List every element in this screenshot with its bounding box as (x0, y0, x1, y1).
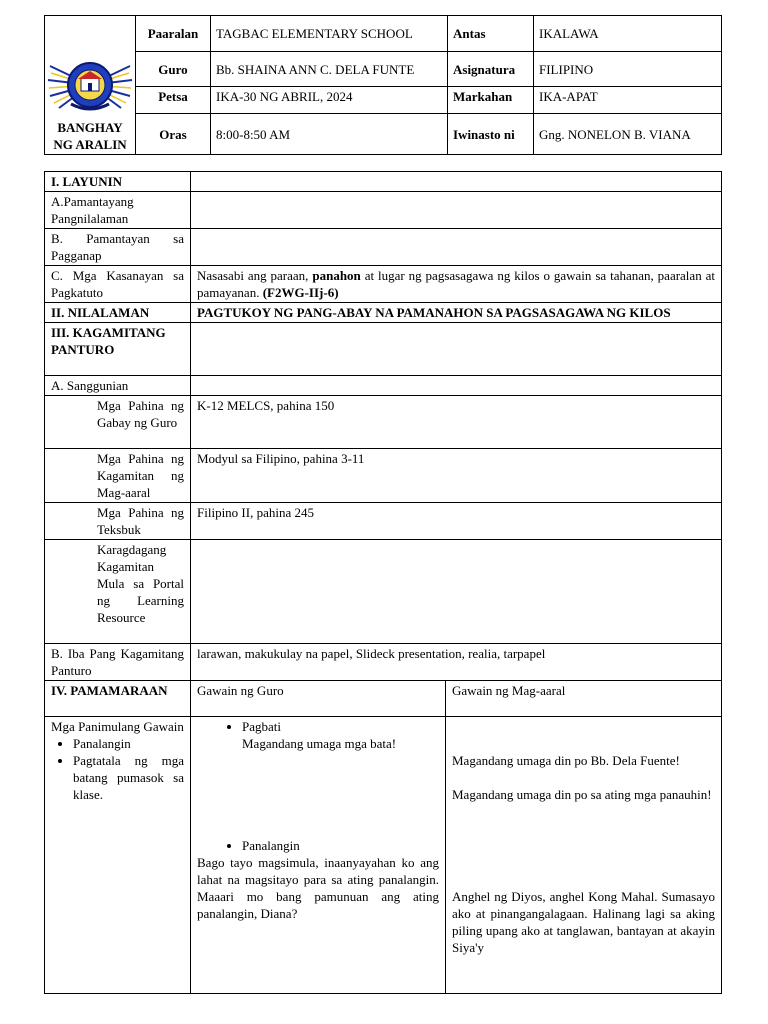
table-row (45, 644, 722, 681)
panimulang-gawain-cell (45, 717, 191, 994)
layunin-heading: I. LAYUNIN (45, 172, 191, 192)
gawain-guro-header: Gawain ng Guro (191, 681, 446, 717)
markahan-value: IKA-APAT (534, 87, 722, 114)
table-row (45, 229, 722, 266)
markahan-label: Markahan (448, 87, 534, 114)
pamantayang-pangnilalaman-label: A.Pamantayang Pangnilalaman (45, 192, 191, 229)
table-row (45, 396, 722, 449)
kagamitan-magaaral-value: Modyul sa Filipino, pahina 3-11 (191, 449, 722, 503)
table-row (45, 717, 722, 994)
kagamitan-magaaral-label: Mga Pahina ng Kagamitan ng Mag-aaral (45, 449, 191, 503)
table-row (45, 376, 722, 396)
magaaral-prayer: Anghel ng Diyos, anghel Kong Mahal. Sumasayo ako at pinangangalagaan. Halinang lagi sa aking piling upang ako at tanglawan, bantayan at akayin Siya'y (452, 889, 715, 955)
table-row (45, 192, 722, 229)
iwinasto-label: Iwinasto ni (448, 114, 534, 155)
oras-value: 8:00-8:50 AM (211, 114, 448, 155)
asignatura-label: Asignatura (448, 52, 534, 87)
antas-label: Antas (448, 16, 534, 52)
guro-bullet-panalangin: • Panalangin (242, 837, 439, 854)
list-item: • Pagtatala ng mga batang pumasok sa klase. (73, 752, 184, 803)
magaaral-reply-2: Magandang umaga din po sa ating mga panauhin! (452, 787, 712, 802)
table-row (45, 266, 722, 303)
iba-pang-kagamitan-label: B. Iba Pang Kagamitang Panturo (45, 644, 191, 681)
nilalaman-value: PAGTUKOY NG PANG-ABAY NA PAMANAHON SA PAGSASAGAWA NG KILOS (191, 303, 722, 323)
lesson-plan-table (44, 171, 722, 994)
karagdagang-kagamitan-label: Karagdagang Kagamitan Mula sa Portal ng Learning Resource (45, 540, 191, 644)
guro-value: Bb. SHAINA ANN C. DELA FUNTE (211, 52, 448, 87)
iwinasto-value: Gng. NONELON B. VIANA (534, 114, 722, 155)
panimulang-gawain-list (51, 735, 184, 803)
paaralan-label: Paaralan (136, 16, 211, 52)
header-table (44, 15, 722, 155)
gawain-magaaral-cell (446, 717, 722, 994)
gabay-label: Mga Pahina ng Gabay ng Guro (45, 396, 191, 449)
table-row (45, 681, 722, 717)
table-row (45, 172, 722, 192)
kagamitan-heading: III. KAGAMITANG PANTURO (45, 323, 191, 376)
asignatura-value: FILIPINO (534, 52, 722, 87)
teksbuk-label: Mga Pahina ng Teksbuk (45, 503, 191, 540)
guro-greeting: Magandang umaga mga bata! (242, 736, 397, 751)
logo-title-cell (45, 16, 136, 155)
antas-value: IKALAWA (534, 16, 722, 52)
magaaral-reply-1: Magandang umaga din po Bb. Dela Fuente! (452, 753, 680, 768)
guro-prayer-text: Bago tayo magsimula, inaanyayahan ko ang lahat na magsitayo para sa ating panalangin. Maaari mo bang pamunuan ang ating panalangin, Diana? (197, 855, 439, 921)
table-row (45, 540, 722, 644)
teksbuk-value: Filipino II, pahina 245 (191, 503, 722, 540)
table-row (45, 303, 722, 323)
oras-label: Oras (136, 114, 211, 155)
gabay-value: K-12 MELCS, pahina 150 (191, 396, 722, 449)
table-row (45, 449, 722, 503)
school-seal-logo-icon (45, 52, 135, 118)
iba-pang-kagamitan-value: larawan, makukulay na papel, Slideck presentation, realia, tarpapel (191, 644, 722, 681)
pamamaraan-heading: IV. PAMAMARAAN (45, 681, 191, 717)
gawain-guro-cell (191, 717, 446, 994)
sanggunian-label: A. Sanggunian (45, 376, 191, 396)
guro-bullet-pagbati: • Pagbati (242, 718, 439, 735)
kasanayan-label: C. Mga Kasanayan sa Pagkatuto (45, 266, 191, 303)
document-title: BANGHAY NG ARALIN (53, 120, 127, 152)
list-item: • Panalangin (73, 735, 184, 752)
nilalaman-heading: II. NILALAMAN (45, 303, 191, 323)
table-row (45, 323, 722, 376)
gawain-magaaral-header: Gawain ng Mag-aaral (446, 681, 722, 717)
table-row (45, 503, 722, 540)
guro-label: Guro (136, 52, 211, 87)
kasanayan-value: Nasasabi ang paraan, panahon at lugar ng pagsasagawa ng kilos o gawain sa tahanan, paaralan at pamayanan. (F2WG-IIj-6) (191, 266, 722, 303)
paaralan-value: TAGBAC ELEMENTARY SCHOOL (211, 16, 448, 52)
petsa-value: IKA-30 NG ABRIL, 2024 (211, 87, 448, 114)
petsa-label: Petsa (136, 87, 211, 114)
competency-code: (F2WG-IIj-6) (262, 285, 339, 300)
pamantayan-sa-pagganap-label: B. Pamantayan sa Pagganap (45, 229, 191, 266)
panimulang-gawain-label: Mga Panimulang Gawain (51, 719, 184, 734)
